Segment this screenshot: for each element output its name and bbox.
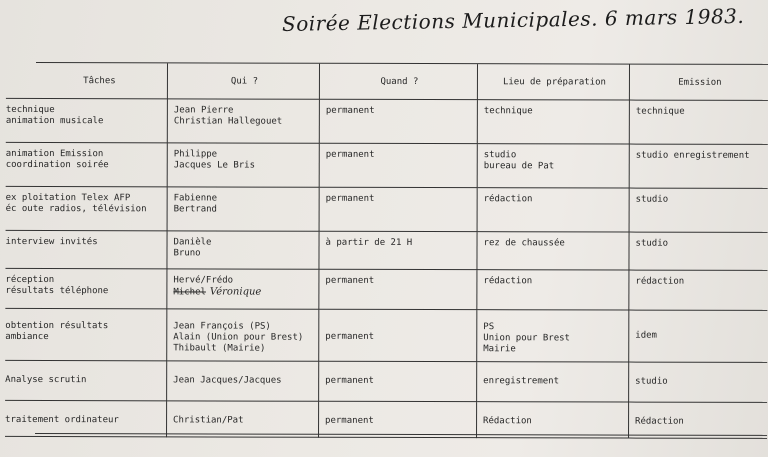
table-row-cell-taches: ex ploitation Telex AFP éc oute radios, télévision	[6, 187, 168, 231]
table-row-cell-lieu: Rédaction	[477, 402, 629, 438]
table-row-cell-qui: Philippe Jacques Le Bris	[168, 143, 320, 187]
table-row-cell-lieu: enregistrement	[477, 362, 629, 402]
column-header-lieu: Lieu de préparation	[478, 64, 630, 100]
table-row-cell-quand: permanent	[319, 270, 477, 310]
table-row-cell-emission: rédaction	[629, 271, 767, 311]
table-row-cell-quand: permanent	[320, 144, 478, 188]
table-row-cell-qui: Danièle Bruno	[167, 231, 319, 269]
table-row-cell-emission: studio	[630, 189, 768, 233]
table-row-cell-qui: Jean Pierre Christian Hallegouet	[168, 99, 320, 143]
document-title: Soirée Elections Municipales. 6 mars 1983.	[281, 3, 745, 36]
table-row-cell-qui: Jean Jacques/Jacques	[167, 361, 319, 401]
column-header-qui: Qui ?	[168, 63, 320, 99]
column-header-emission: Emission	[630, 65, 768, 101]
table-row-cell-lieu: rez de chaussée	[477, 232, 629, 270]
table-row-cell-taches: Analyse scrutin	[5, 361, 167, 401]
table-row-cell-quand: permanent	[319, 362, 477, 402]
table-row-cell-taches: animation Emission coordination soirée	[6, 143, 168, 187]
table-row-cell-emission: studio enregistrement	[630, 145, 768, 189]
table-row-cell-quand: permanent	[320, 100, 478, 144]
table-row-cell-qui: Hervé/Frédo Michel Véronique	[167, 269, 319, 309]
table-row-cell-emission: studio	[629, 233, 767, 271]
table-row-cell-emission: idem	[629, 311, 767, 363]
table-row-cell-taches: traitement ordinateur	[5, 401, 167, 437]
schedule-table	[5, 62, 768, 436]
table-row-cell-lieu: technique	[478, 100, 630, 144]
table-row-cell-lieu: rédaction	[477, 270, 629, 310]
table-row-cell-qui: Christian/Pat	[167, 401, 319, 437]
table-row-cell-taches: obtention résultats ambiance	[5, 309, 167, 361]
table-row-cell-emission: Rédaction	[629, 403, 767, 439]
table-row-cell-emission: studio	[629, 363, 767, 403]
table-row-cell-quand: permanent	[319, 310, 477, 362]
table-row-cell-quand: permanent	[320, 188, 478, 232]
table-row-cell-lieu: studio bureau de Pat	[478, 144, 630, 188]
column-header-taches: Tâches	[6, 63, 168, 99]
table-row-cell-quand: à partir de 21 H	[319, 232, 477, 270]
table-row-cell-emission: technique	[630, 101, 768, 145]
handwritten-name: Véronique	[209, 286, 262, 298]
table-row-cell-qui: Jean François (PS) Alain (Union pour Brest) Thibault (Mairie)	[167, 309, 319, 361]
struck-name: Michel	[173, 287, 206, 298]
table-row-cell-lieu: PS Union pour Brest Mairie	[477, 310, 629, 362]
column-header-quand: Quand ?	[320, 64, 478, 100]
table-row-cell-quand: permanent	[319, 402, 477, 438]
table-row-cell-qui: Fabienne Bertrand	[168, 187, 320, 231]
table-row-cell-taches: réception résultats téléphone	[5, 269, 167, 309]
table-row-cell-taches: technique animation musicale	[6, 99, 168, 143]
table-row-cell-lieu: rédaction	[478, 188, 630, 232]
table-row-cell-taches: interview invités	[5, 231, 167, 269]
